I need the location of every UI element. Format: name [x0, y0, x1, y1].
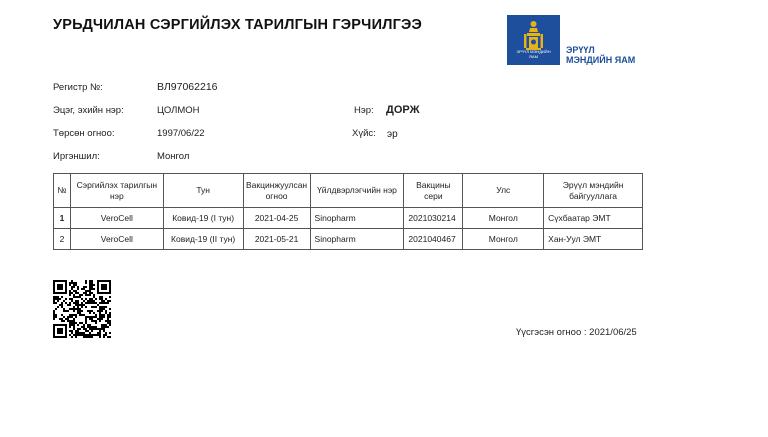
firstname-label: Нэр: [354, 105, 374, 116]
register-value: ВЛ97062216 [157, 81, 218, 93]
certificate-title: УРЬДЧИЛАН СЭРГИЙЛЭХ ТАРИЛГЫН ГЭРЧИЛГЭЭ [53, 17, 423, 33]
gender-value: эр [387, 129, 398, 140]
cell-vaccine-serial: 2021030214 [404, 208, 463, 229]
lastname-label: Эцэг, эхийн нэр: [53, 105, 124, 116]
firstname-value: ДОРЖ [386, 104, 420, 116]
cell-vaccine-name: VeroCell [70, 208, 163, 229]
cell-country: Монгол [463, 208, 544, 229]
cell-dose: Ковид-19 (I тун) [163, 208, 243, 229]
gender-label: Хүйс: [352, 128, 376, 139]
header-country: Улс [463, 174, 544, 208]
emblem-caption: ЭРҮҮЛ МЭНДИЙН ЯАМ [516, 49, 551, 59]
cell-number: 1 [54, 208, 71, 229]
cell-manufacturer: Sinopharm [310, 208, 404, 229]
header-vaccine-name: Сэргийлэх тарилгын нэр [70, 174, 163, 208]
cell-vaccination-date: 2021-04-25 [243, 208, 310, 229]
table-row [54, 229, 643, 250]
cell-vaccine-name: VeroCell [70, 229, 163, 250]
birthdate-value: 1997/06/22 [157, 128, 205, 139]
cell-vaccine-serial: 2021040467 [404, 229, 463, 250]
cell-health-facility: Хан-Уул ЭМТ [544, 229, 643, 250]
header-manufacturer: Үйлдвэрлэгчийн нэр [310, 174, 404, 208]
cell-country: Монгол [463, 229, 544, 250]
qr-code-icon [53, 280, 111, 343]
cell-number: 2 [54, 229, 71, 250]
ministry-name: ЭРҮҮЛ МЭНДИЙН ЯАМ [566, 45, 636, 65]
cell-vaccination-date: 2021-05-21 [243, 229, 310, 250]
cell-health-facility: Сүхбаатар ЭМТ [544, 208, 643, 229]
citizenship-label: Иргэншил: [53, 151, 100, 162]
issued-label: Үүсгэсэн огноо : [516, 327, 587, 338]
header-health-facility: Эрүүл мэндийн байгууллага [544, 174, 643, 208]
header-vaccination-date: Вакцинжуулсан огноо [243, 174, 310, 208]
cell-dose: Ковид-19 (II тун) [163, 229, 243, 250]
header-number: № [54, 174, 71, 208]
register-label: Регистр №: [53, 82, 103, 93]
vaccination-table [53, 173, 643, 250]
table-header-row [54, 174, 643, 208]
cell-manufacturer: Sinopharm [310, 229, 404, 250]
lastname-value: ЦОЛМОН [157, 105, 200, 116]
birthdate-label: Төрсөн огноо: [53, 128, 115, 139]
issued-value: 2021/06/25 [589, 327, 637, 338]
citizenship-value: Монгол [157, 151, 190, 162]
issued-date [516, 327, 637, 338]
table-row [54, 208, 643, 229]
header-vaccine-serial: Вакцины сери [404, 174, 463, 208]
header-dose: Тун [163, 174, 243, 208]
